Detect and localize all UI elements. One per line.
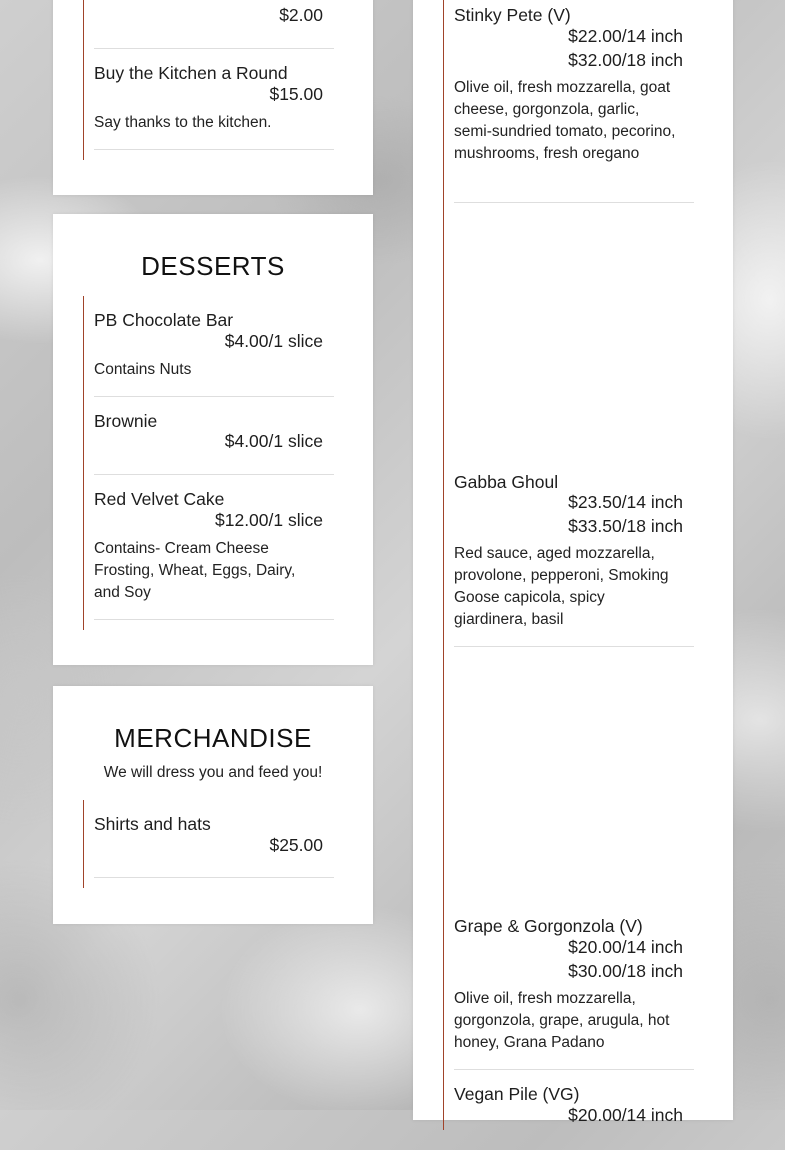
- menu-item: [94, 0, 334, 49]
- menu-item: [94, 296, 334, 397]
- section-title: MERCHANDISE: [114, 723, 312, 753]
- item-name: Buy the Kitchen a Round: [94, 63, 288, 83]
- menu-item: [94, 475, 334, 620]
- item-name: Grape & Gorgonzola (V): [454, 916, 643, 936]
- item-price-14: $20.00/14 inch: [568, 1105, 683, 1125]
- pizza-item-list: [443, 0, 694, 1130]
- desserts-item-list: [83, 296, 334, 630]
- merchandise-item-list: [83, 800, 334, 888]
- pizza-card: [413, 0, 733, 1125]
- misc-item-list: [83, 0, 334, 160]
- desserts-card: [53, 214, 373, 665]
- item-name: Gabba Ghoul: [454, 472, 559, 492]
- item-description: Red sauce, aged mozzarella, provolone, pepperoni, Smoking Goose capicola, spicy giardinera, basil: [454, 545, 669, 628]
- menu-item: [94, 397, 334, 475]
- item-description: Olive oil, fresh mozzarella, gorgonzola, grape, arugula, hot honey, Grana Padano: [454, 990, 670, 1051]
- item-price: $15.00: [269, 84, 323, 104]
- item-description: Say thanks to the kitchen.: [94, 114, 272, 131]
- section-subtitle: We will dress you and feed you!: [103, 764, 323, 781]
- item-description: Contains- Cream Cheese Frosting, Wheat, Eggs, Dairy, and Soy: [94, 540, 296, 601]
- item-price-14: $22.00/14 inch: [568, 26, 683, 46]
- item-name: [94, 0, 178, 2]
- merchandise-card: [53, 686, 373, 924]
- item-price-18: $33.50/18 inch: [568, 516, 683, 536]
- misc-menu-card: [53, 0, 373, 195]
- menu-item: [454, 203, 694, 647]
- item-price: $12.00/1 slice: [215, 510, 323, 530]
- item-price: $4.00/1 slice: [224, 431, 323, 451]
- section-title: DESSERTS: [141, 251, 285, 281]
- item-price: $4.00/1 slice: [224, 331, 323, 351]
- item-name: Brownie: [94, 411, 158, 431]
- menu-item: [454, 1070, 694, 1150]
- item-price: $2.00: [279, 5, 323, 25]
- item-name: Stinky Pete (V): [454, 5, 571, 25]
- menu-item: [94, 800, 334, 878]
- menu-item: [454, 0, 694, 203]
- item-name: PB Chocolate Bar: [94, 310, 234, 330]
- item-name: Shirts and hats: [94, 814, 211, 834]
- item-price-18: $30.00/18 inch: [568, 961, 683, 981]
- item-name: Red Velvet Cake: [94, 489, 225, 509]
- item-price-14: $20.00/14 inch: [568, 937, 683, 957]
- item-price-14: $23.50/14 inch: [568, 492, 683, 512]
- menu-item: [454, 647, 694, 1070]
- menu-item: [94, 49, 334, 150]
- item-price-18: $32.00/18 inch: [568, 50, 683, 70]
- item-price: $25.00: [269, 835, 323, 855]
- item-description: Contains Nuts: [94, 361, 192, 378]
- item-description: Olive oil, fresh mozzarella, goat cheese, gorgonzola, garlic, semi-sundried tomato, pecorino, mushrooms, fresh oregano: [454, 79, 676, 162]
- item-name: Vegan Pile (VG): [454, 1084, 580, 1104]
